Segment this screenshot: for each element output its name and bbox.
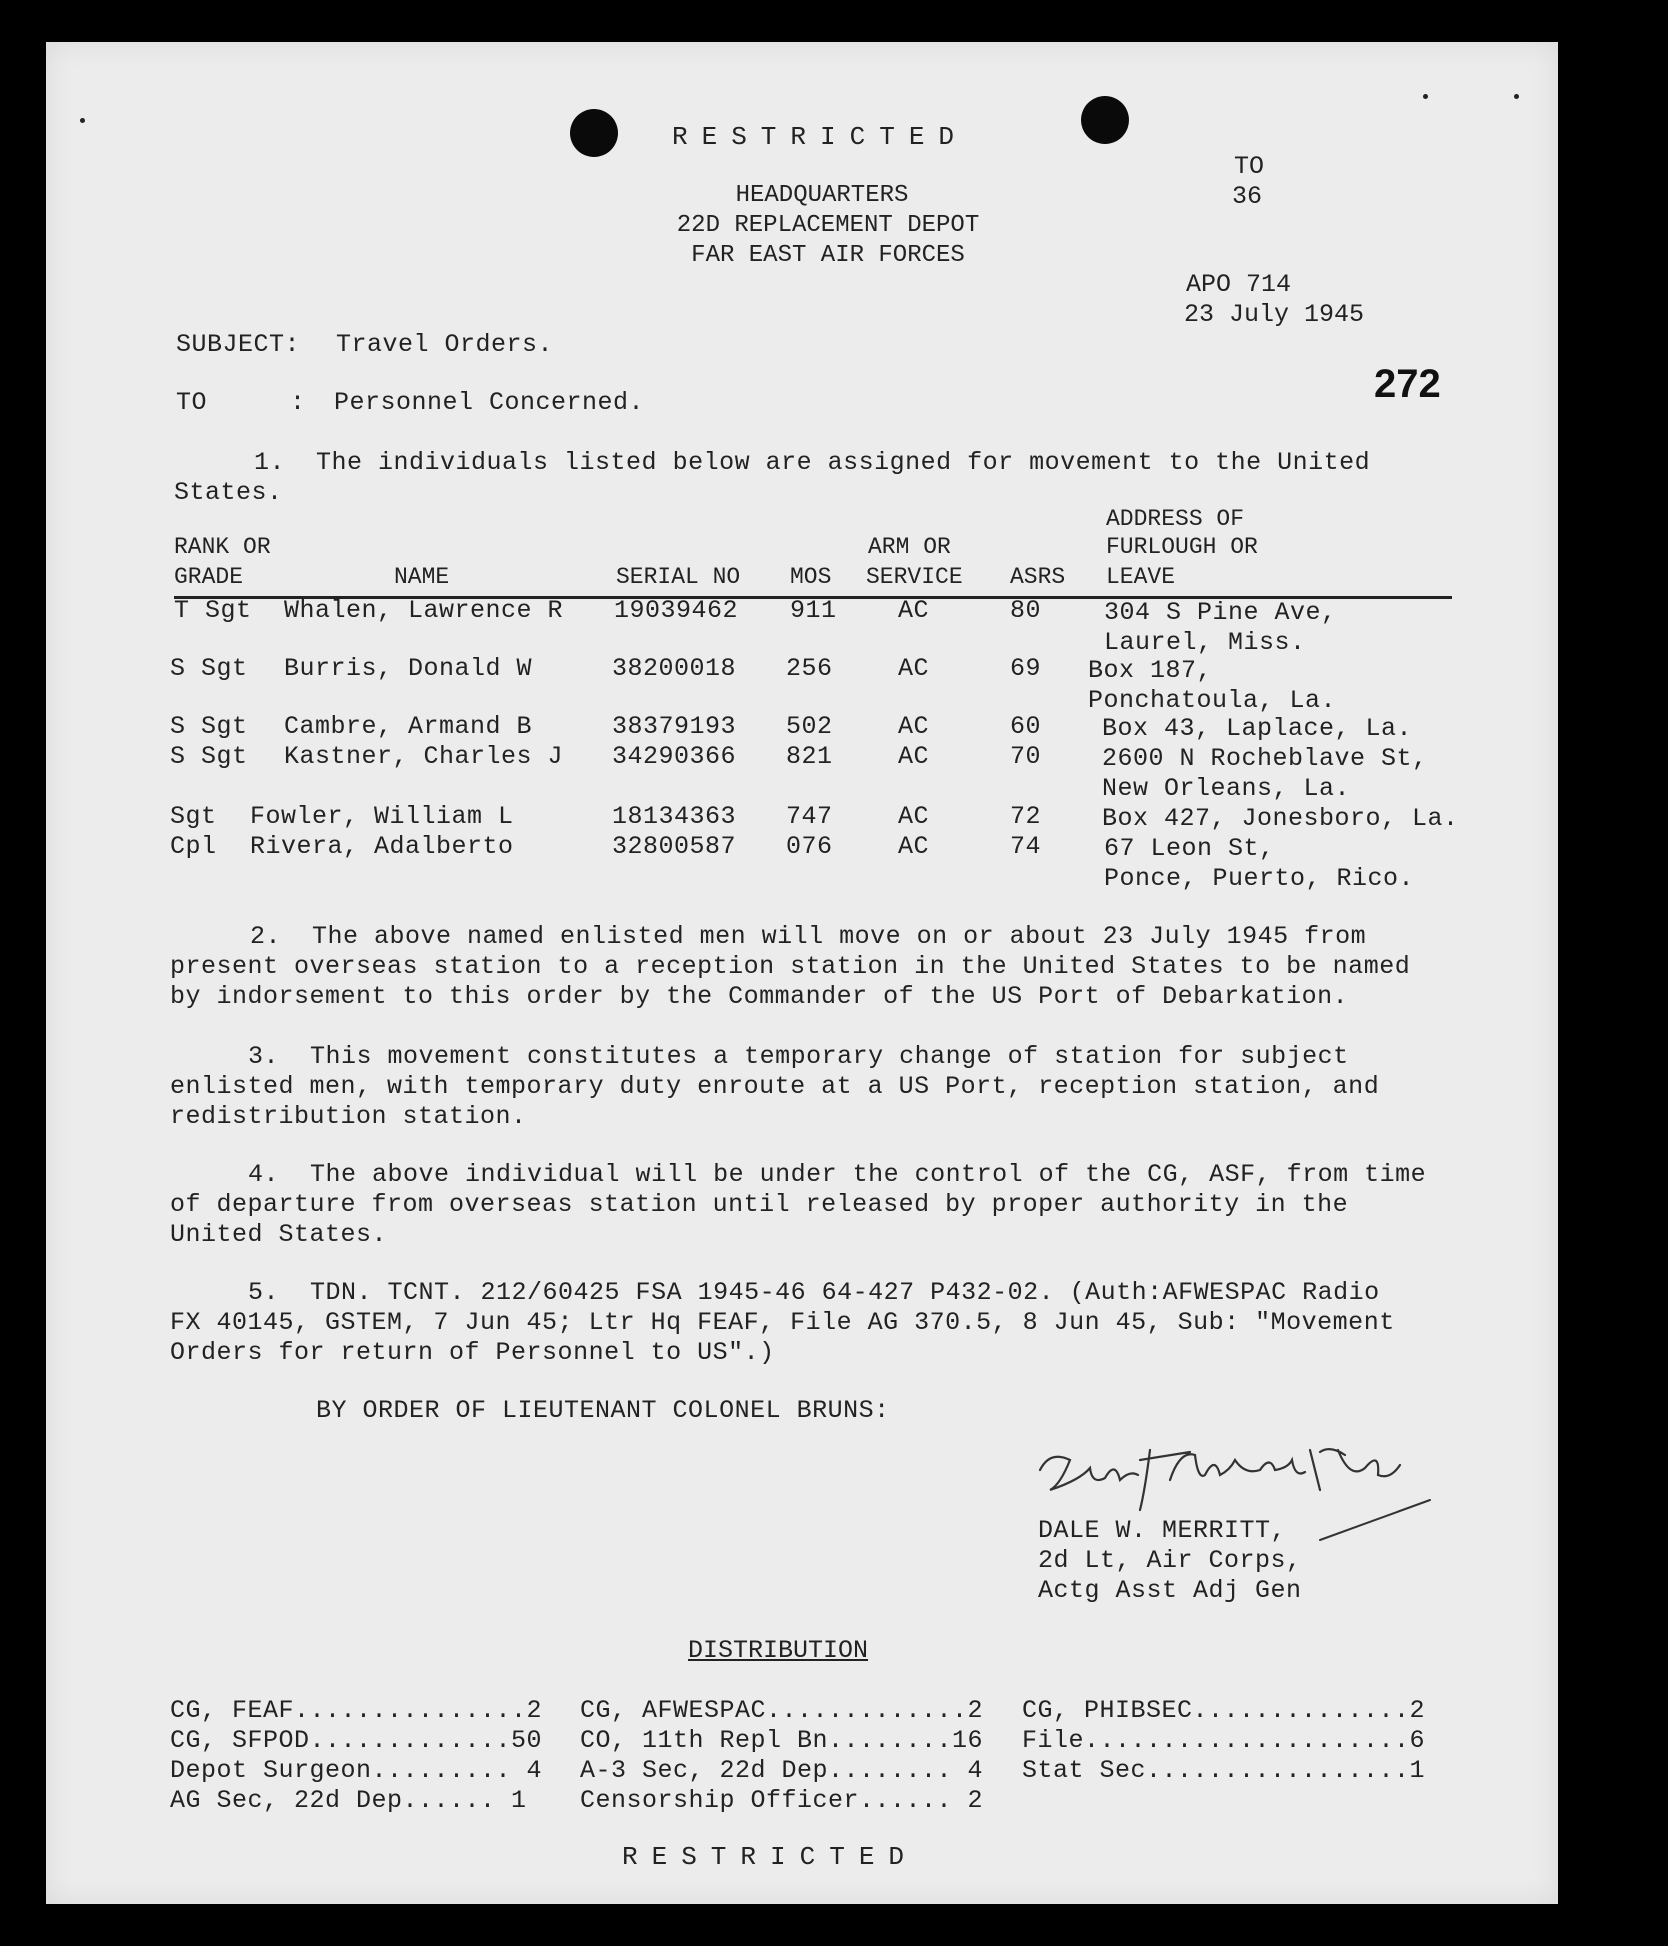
signer-title: Actg Asst Adj Gen	[1038, 1576, 1302, 1605]
header-arm-2: SERVICE	[866, 564, 963, 590]
para2-line3: by indorsement to this order by the Commander of the US Port of Debarkation.	[170, 982, 1349, 1011]
distribution-entry: Stat Sec.................1	[1022, 1756, 1426, 1785]
cell-rank: Sgt	[170, 802, 217, 831]
org-line-1: HEADQUARTERS	[735, 182, 909, 209]
speck	[80, 118, 85, 123]
cell-address-1: Box 427, Jonesboro, La.	[1102, 804, 1459, 833]
cell-name: Rivera, Adalberto	[250, 832, 514, 861]
order-number: 272	[1374, 362, 1441, 406]
speck	[1423, 94, 1428, 99]
header-mos: MOS	[790, 564, 832, 590]
para2-line1: 2. The above named enlisted men will move on or about 23 July 1945 from	[250, 922, 1367, 951]
cell-address-2: New Orleans, La.	[1102, 774, 1351, 803]
cell-serial: 18134363	[612, 802, 737, 831]
cell-asrs: 60	[1010, 712, 1042, 741]
punch-hole-right	[1081, 96, 1129, 144]
para4-line3: United States.	[170, 1220, 388, 1249]
cell-address-1: 2600 N Rocheblave St,	[1102, 744, 1428, 773]
header-rank-1: RANK OR	[174, 534, 271, 560]
header-name: NAME	[394, 564, 450, 590]
cell-asrs: 74	[1010, 832, 1042, 861]
cell-rank: T Sgt	[174, 596, 252, 625]
cell-address-1: Box 43, Laplace, La.	[1102, 714, 1413, 743]
org-line-2: 22D REPLACEMENT DEPOT	[676, 212, 980, 239]
cell-arm: AC	[898, 654, 930, 683]
cell-asrs: 72	[1010, 802, 1042, 831]
cell-serial: 19039462	[614, 596, 739, 625]
cell-arm: AC	[898, 832, 930, 861]
cell-address-1: Box 187,	[1088, 656, 1213, 685]
to-colon: :	[290, 388, 306, 417]
cell-asrs: 69	[1010, 654, 1042, 683]
punch-hole-left	[570, 109, 618, 157]
header-address-1: ADDRESS OF	[1106, 506, 1245, 532]
header-serial: SERIAL NO	[616, 564, 741, 590]
cell-arm: AC	[898, 712, 930, 741]
header-asrs: ASRS	[1010, 564, 1066, 590]
org-line-3: FAR EAST AIR FORCES	[691, 242, 965, 269]
distribution-entry: Depot Surgeon......... 4	[170, 1756, 543, 1785]
distribution-entry: AG Sec, 22d Dep...... 1	[170, 1786, 527, 1815]
cell-mos: 911	[790, 596, 837, 625]
order-date: 23 July 1945	[1184, 300, 1365, 329]
speck	[1514, 94, 1519, 99]
apo-number: APO 714	[1186, 270, 1292, 299]
cell-mos: 821	[786, 742, 833, 771]
para5-line2: FX 40145, GSTEM, 7 Jun 45; Ltr Hq FEAF, File AG 370.5, 8 Jun 45, Sub: "Movement	[170, 1308, 1395, 1337]
para2-line2: present overseas station to a reception station in the United States to be named	[170, 952, 1411, 981]
cell-address-1: 304 S Pine Ave,	[1104, 598, 1337, 627]
to-value: Personnel Concerned.	[334, 388, 645, 417]
cell-rank: Cpl	[170, 832, 217, 861]
cell-address-2: Ponchatoula, La.	[1088, 686, 1337, 715]
cell-address-1: 67 Leon St,	[1104, 834, 1275, 863]
cell-mos: 502	[786, 712, 833, 741]
para1-line1: 1. The individuals listed below are assigned for movement to the United	[254, 448, 1371, 477]
para3-line2: enlisted men, with temporary duty enroute at a US Port, reception station, and	[170, 1072, 1380, 1101]
para5-line3: Orders for return of Personnel to US".)	[170, 1338, 775, 1367]
distribution-entry: CO, 11th Repl Bn........16	[580, 1726, 984, 1755]
cell-name: Whalen, Lawrence R	[284, 596, 564, 625]
header-rank-2: GRADE	[174, 564, 244, 590]
cell-mos: 256	[786, 654, 833, 683]
cell-address-2: Ponce, Puerto, Rico.	[1104, 864, 1415, 893]
para4-line1: 4. The above individual will be under the control of the CG, ASF, from time	[248, 1160, 1427, 1189]
cell-name: Burris, Donald W	[284, 654, 533, 683]
header-address-3: LEAVE	[1106, 564, 1176, 590]
classification-bottom: RESTRICTED	[622, 1842, 919, 1872]
cell-rank: S Sgt	[170, 742, 248, 771]
para1-line2: States.	[174, 478, 283, 507]
distribution-entry: A-3 Sec, 22d Dep........ 4	[580, 1756, 984, 1785]
header-arm-1: ARM OR	[868, 534, 951, 560]
signer-name: DALE W. MERRITT,	[1038, 1516, 1287, 1545]
to-label: TO	[176, 388, 208, 417]
distribution-entry: CG, PHIBSEC..............2	[1022, 1696, 1426, 1725]
cell-rank: S Sgt	[170, 712, 248, 741]
to-label-top: TO	[1234, 152, 1265, 181]
cell-asrs: 80	[1010, 596, 1042, 625]
cell-rank: S Sgt	[170, 654, 248, 683]
distribution-entry: File.....................6	[1022, 1726, 1426, 1755]
subject-label: SUBJECT:	[176, 330, 301, 359]
subject-value: Travel Orders.	[336, 330, 554, 359]
cell-name: Kastner, Charles J	[284, 742, 564, 771]
cell-serial: 38200018	[612, 654, 737, 683]
para3-line3: redistribution station.	[170, 1102, 527, 1131]
by-order-line: BY ORDER OF LIEUTENANT COLONEL BRUNS:	[316, 1396, 890, 1425]
to-number: 36	[1232, 182, 1263, 211]
classification-top: RESTRICTED	[672, 122, 969, 152]
distribution-entry: CG, FEAF...............2	[170, 1696, 543, 1725]
distribution-entry: CG, SFPOD.............50	[170, 1726, 543, 1755]
cell-serial: 38379193	[612, 712, 737, 741]
cell-arm: AC	[898, 596, 930, 625]
cell-arm: AC	[898, 802, 930, 831]
distribution-entry: Censorship Officer...... 2	[580, 1786, 984, 1815]
cell-name: Cambre, Armand B	[284, 712, 533, 741]
distribution-title: DISTRIBUTION	[688, 1636, 869, 1665]
cell-mos: 747	[786, 802, 833, 831]
signer-rank: 2d Lt, Air Corps,	[1038, 1546, 1302, 1575]
header-address-2: FURLOUGH OR	[1106, 534, 1258, 560]
cell-name: Fowler, William L	[250, 802, 514, 831]
cell-serial: 34290366	[612, 742, 737, 771]
cell-arm: AC	[898, 742, 930, 771]
cell-mos: 076	[786, 832, 833, 861]
para3-line1: 3. This movement constitutes a temporary change of station for subject	[248, 1042, 1349, 1071]
cell-asrs: 70	[1010, 742, 1042, 771]
cell-serial: 32800587	[612, 832, 737, 861]
distribution-entry: CG, AFWESPAC.............2	[580, 1696, 984, 1725]
cell-address-2: Laurel, Miss.	[1104, 628, 1306, 657]
para5-line1: 5. TDN. TCNT. 212/60425 FSA 1945-46 64-427 P432-02. (Auth:AFWESPAC Radio	[248, 1278, 1380, 1307]
para4-line2: of departure from overseas station until released by proper authority in the	[170, 1190, 1349, 1219]
